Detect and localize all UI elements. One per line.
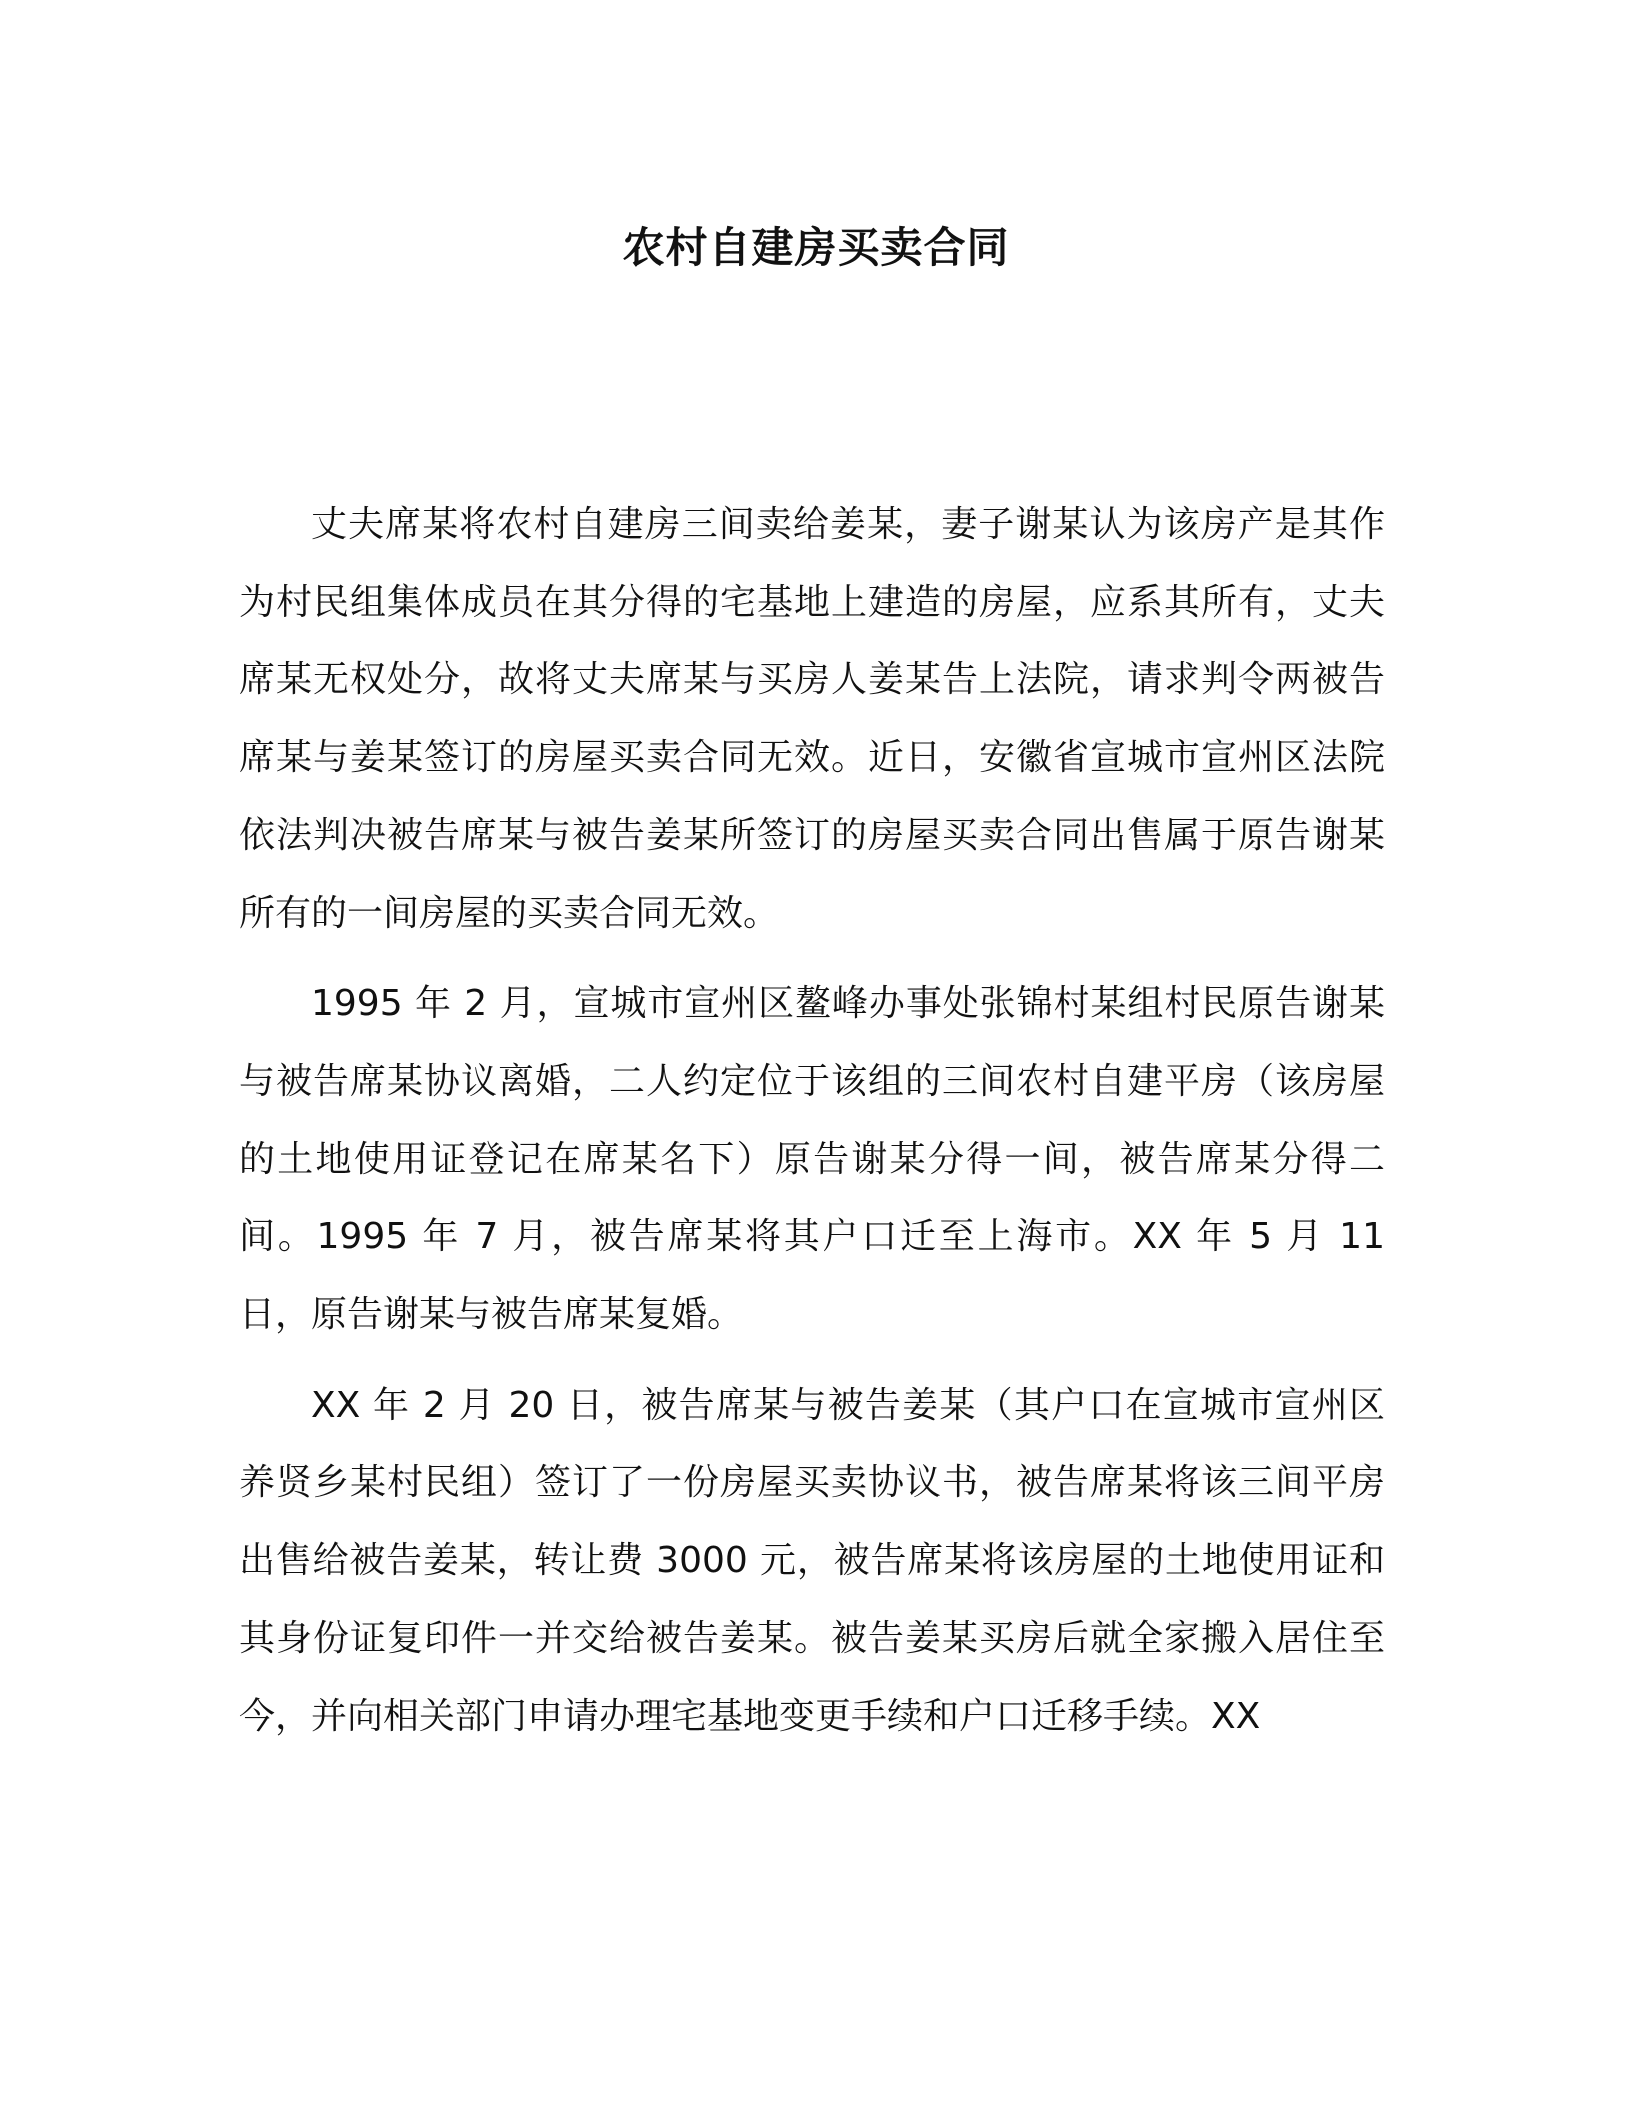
document-body bbox=[239, 486, 1385, 1768]
document-title: 农村自建房买卖合同 bbox=[622, 223, 1010, 272]
paragraph-2: 1995 年 2 月，宣城市宣州区鳌峰办事处张锦村某组村民原告谢某与被告席某协议离婚，二人约定位于该组的三间农村自建平房（该房屋的土地使用证登记在席某名下）原告谢某分得一间，被告席某分得二间。1995 年 7 月，被告席某将其户口迁至上海市。XX 年 5 月 11 日，原告谢某与被告席某复婚。 bbox=[239, 983, 1385, 1336]
paragraph-3: XX 年 2 月 20 日，被告席某与被告姜某（其户口在宣城市宣州区养贤乡某村民组）签订了一份房屋买卖协议书，被告席某将该三间平房出售给被告姜某，转让费 3000 元，被告席某将该房屋的土地使用证和其身份证复印件一并交给被告姜某。被告姜某买房后就全家搬入居住至今，并向相关部门申请办理宅基地变更手续和户口迁移手续。XX bbox=[239, 1384, 1385, 1737]
paragraph-1: 丈夫席某将农村自建房三间卖给姜某，妻子谢某认为该房产是其作为村民组集体成员在其分得的宅基地上建造的房屋，应系其所有，丈夫席某无权处分，故将丈夫席某与买房人姜某告上法院，请求判令两被告席某与姜某签订的房屋买卖合同无效。近日，安徽省宣城市宣州区法院依法判决被告席某与被告姜某所签订的房屋买卖合同出售属于原告谢某所有的一间房屋的买卖合同无效。 bbox=[239, 504, 1385, 934]
